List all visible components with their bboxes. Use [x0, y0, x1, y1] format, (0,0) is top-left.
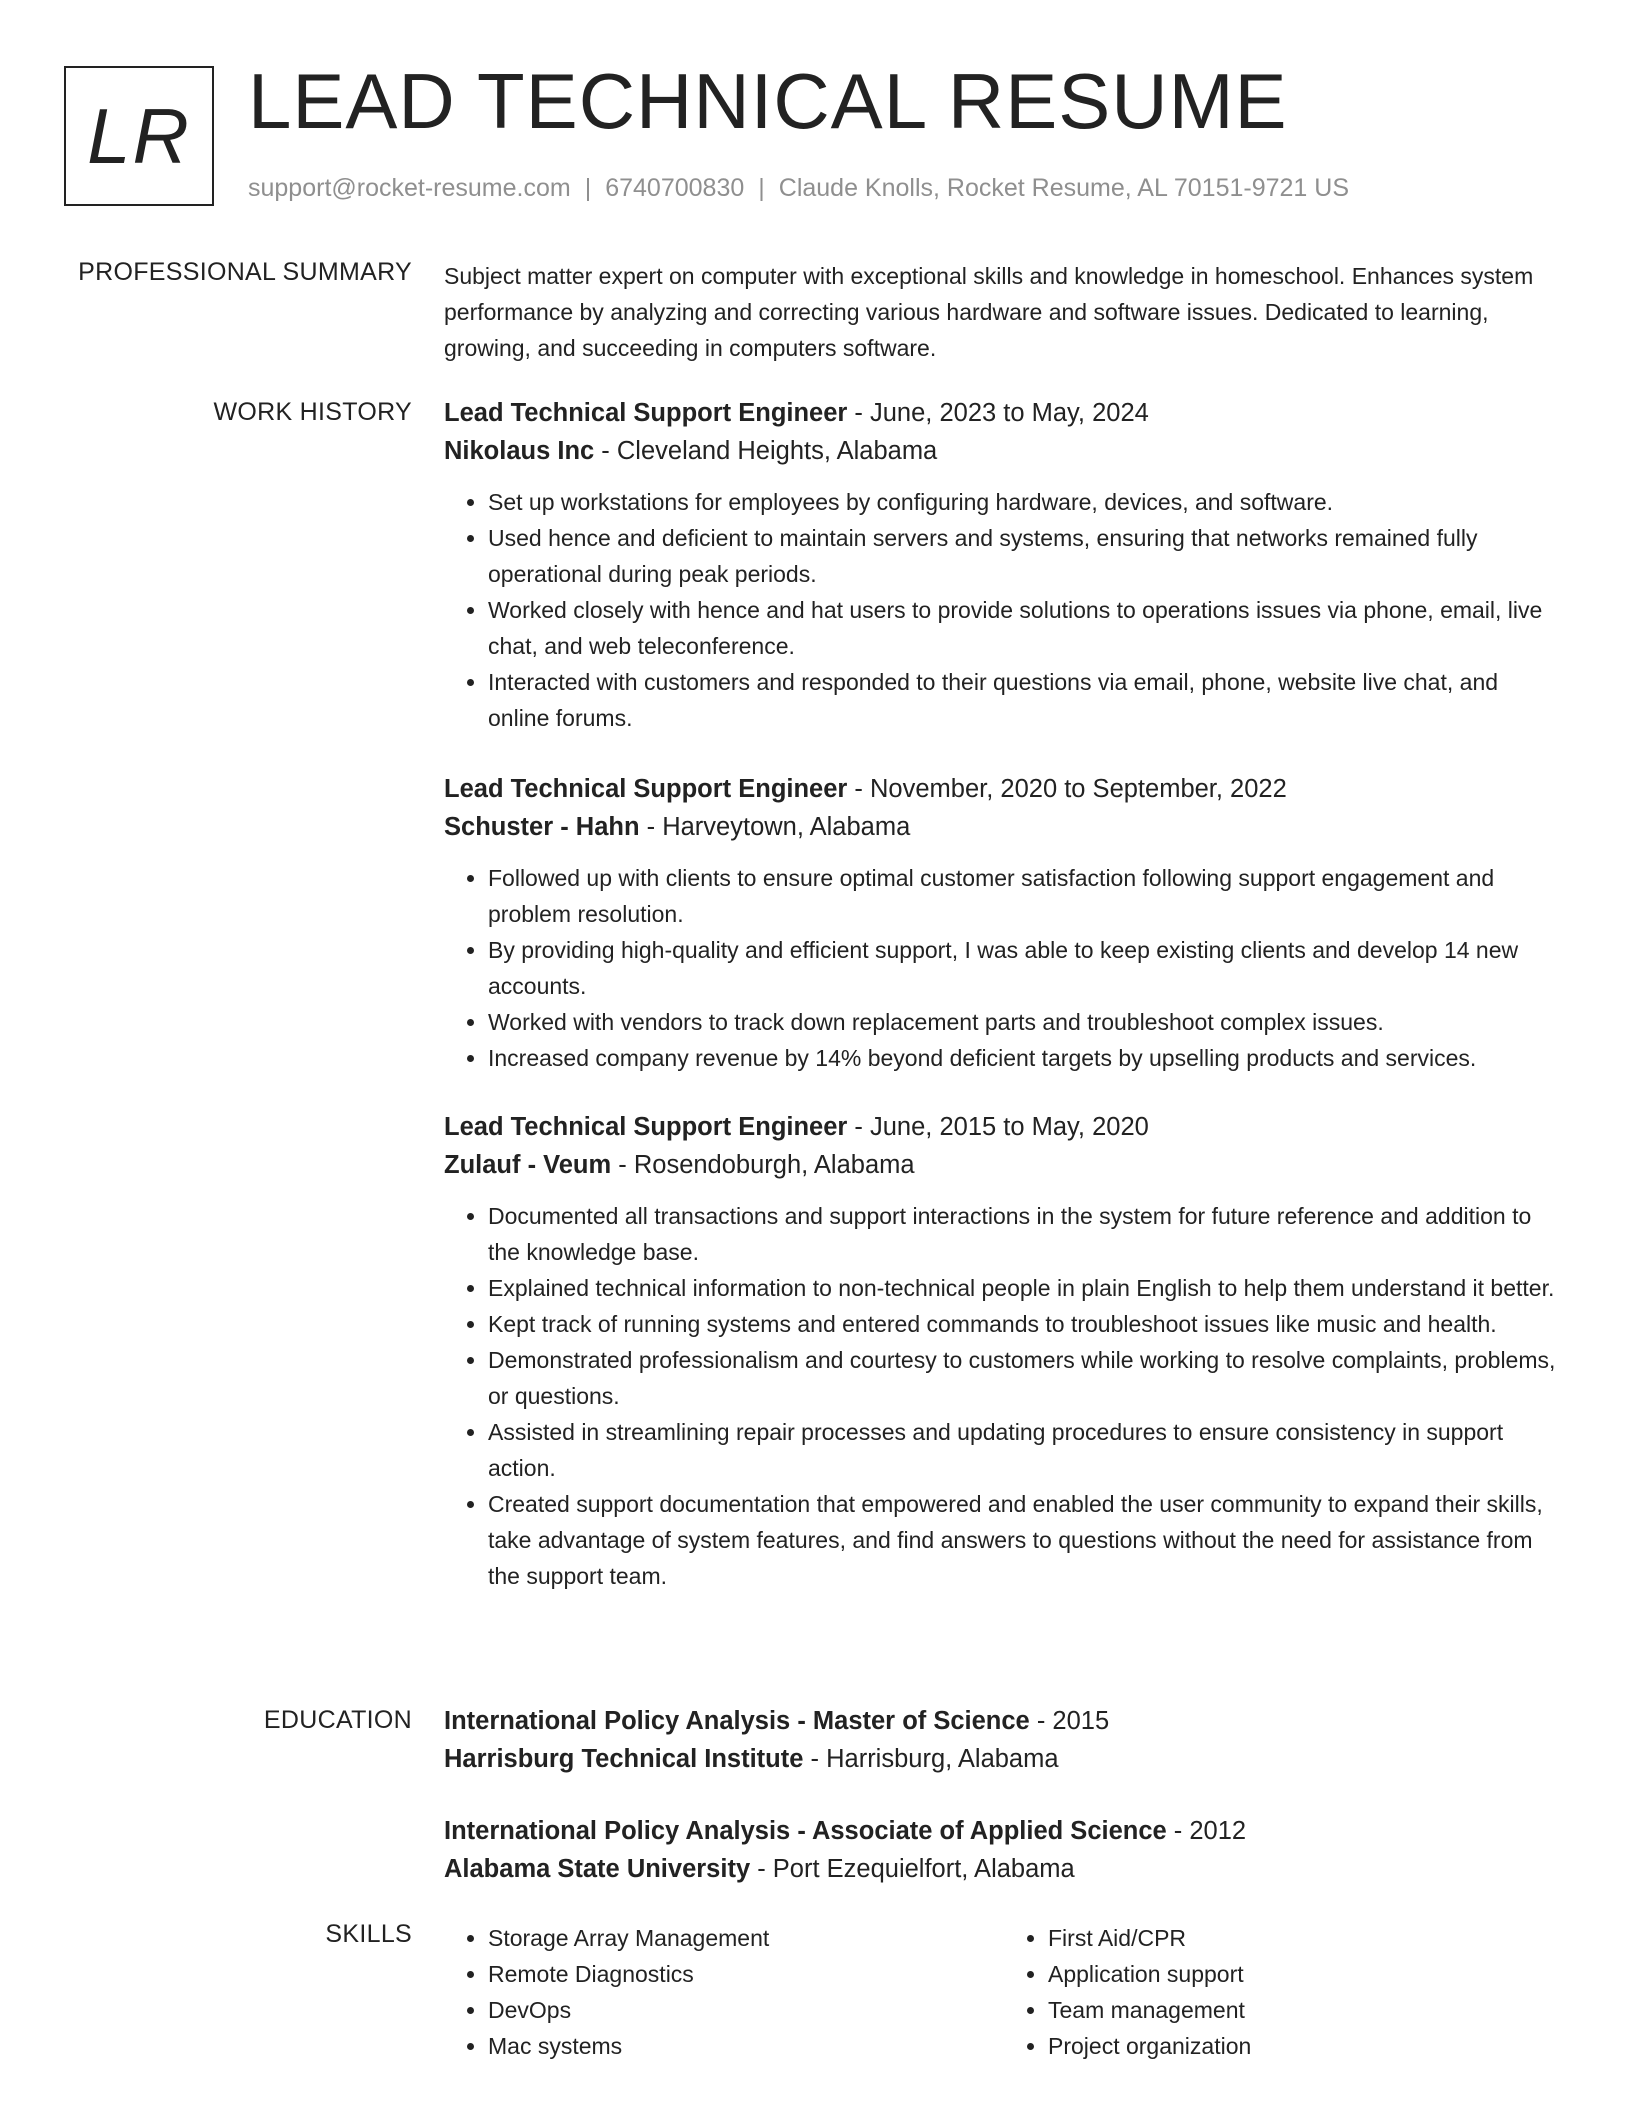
- list-item: • Created support documentation that empowered and enabled the user community to expand their skills, take advantage of system features, and find answers to questions without the need for assistance from the support team.: [488, 1486, 1564, 1594]
- job-title: Lead Technical Support Engineer: [444, 399, 848, 427]
- contact-email: support@rocket-resume.com: [248, 174, 571, 202]
- skills-list: [444, 1920, 1564, 2064]
- skill-item: • Team management: [1048, 1992, 1564, 2028]
- degree-name: International Policy Analysis - Associate of Applied Science: [444, 1817, 1167, 1845]
- education-entry: [444, 1812, 1564, 1888]
- contact-address: Claude Knolls, Rocket Resume, AL 70151-9721 US: [778, 174, 1350, 202]
- job-dates: - November, 2020 to September, 2022: [847, 775, 1287, 803]
- job-company-line: [444, 432, 1564, 470]
- list-item: • Documented all transactions and support interactions in the system for future reference and addition to the knowledge base.: [488, 1198, 1564, 1270]
- job-location: - Rosendoburgh, Alabama: [611, 1151, 915, 1179]
- section-label-work-history: WORK HISTORY: [213, 398, 412, 426]
- job-company: Schuster - Hahn: [444, 813, 640, 841]
- list-item: • By providing high-quality and efficient support, I was able to keep existing clients and develop 14 new accounts.: [488, 932, 1564, 1004]
- school-line: [444, 1740, 1564, 1778]
- job-company: Zulauf - Veum: [444, 1151, 612, 1179]
- list-item: • Explained technical information to non-technical people in plain English to help them understand it better.: [488, 1270, 1564, 1306]
- list-item: • Followed up with clients to ensure optimal customer satisfaction following support engagement and problem resolution.: [488, 860, 1564, 932]
- contact-line: [248, 174, 1349, 203]
- list-item: • Increased company revenue by 14% beyond deficient targets by upselling products and services.: [488, 1040, 1564, 1076]
- job-location: - Harveytown, Alabama: [639, 813, 911, 841]
- job-bullets: [444, 1198, 1564, 1594]
- list-item: • Kept track of running systems and entered commands to troubleshoot issues like music and health.: [488, 1306, 1564, 1342]
- list-item: • Interacted with customers and responded to their questions via email, phone, website live chat, and online forums.: [488, 664, 1564, 736]
- job-dates: - June, 2023 to May, 2024: [847, 399, 1149, 427]
- job-title: Lead Technical Support Engineer: [444, 775, 848, 803]
- skill-item: • Storage Array Management: [488, 1920, 1004, 1956]
- degree-line: [444, 1812, 1564, 1850]
- degree-line: [444, 1702, 1564, 1740]
- job-location: - Cleveland Heights, Alabama: [594, 437, 938, 465]
- skill-item: • Mac systems: [488, 2028, 1004, 2064]
- job-dates: - June, 2015 to May, 2020: [847, 1113, 1149, 1141]
- degree-year: - 2015: [1029, 1707, 1110, 1735]
- skill-item: • Remote Diagnostics: [488, 1956, 1004, 1992]
- section-label-summary: PROFESSIONAL SUMMARY: [78, 258, 412, 286]
- job-entry: [444, 394, 1564, 736]
- list-item: • Worked closely with hence and hat users to provide solutions to operations issues via phone, email, live chat, and web teleconference.: [488, 592, 1564, 664]
- job-bullets: [444, 484, 1564, 736]
- job-title-line: [444, 770, 1564, 808]
- list-item: • Worked with vendors to track down replacement parts and troubleshoot complex issues.: [488, 1004, 1564, 1040]
- school-location: - Harrisburg, Alabama: [803, 1745, 1059, 1773]
- skill-item: • Application support: [1048, 1956, 1564, 1992]
- list-item: • Demonstrated professionalism and courtesy to customers while working to resolve complaints, problems, or questions.: [488, 1342, 1564, 1414]
- list-item: • Assisted in streamlining repair processes and updating procedures to ensure consistency in support action.: [488, 1414, 1564, 1486]
- monogram-logo: LR: [64, 66, 214, 206]
- contact-separator: |: [758, 174, 765, 202]
- list-item: • Set up workstations for employees by configuring hardware, devices, and software.: [488, 484, 1564, 520]
- degree-name: International Policy Analysis - Master of Science: [444, 1707, 1030, 1735]
- education-entry: [444, 1702, 1564, 1778]
- job-title: Lead Technical Support Engineer: [444, 1113, 848, 1141]
- degree-year: - 2012: [1166, 1817, 1247, 1845]
- summary-text: Subject matter expert on computer with exceptional skills and knowledge in homeschool. Enhances system performance by analyzing and correcting various hardware and software issues. Dedicated to learning, growing, and succeeding in computers software.: [444, 263, 1534, 361]
- section-label-skills: SKILLS: [325, 1920, 412, 1948]
- job-title-line: [444, 394, 1564, 432]
- contact-separator: |: [584, 174, 592, 202]
- job-title-line: [444, 1108, 1564, 1146]
- section-label-education: EDUCATION: [263, 1706, 412, 1734]
- school-location: - Port Ezequielfort, Alabama: [750, 1855, 1075, 1883]
- job-company-line: [444, 1146, 1564, 1184]
- skills-column-left: [444, 1920, 1004, 2064]
- school-line: [444, 1850, 1564, 1888]
- skill-item: • Project organization: [1048, 2028, 1564, 2064]
- contact-phone: 6740700830: [605, 174, 745, 202]
- page-title: LEAD TECHNICAL RESUME: [248, 57, 1288, 145]
- skills-column-right: [1004, 1920, 1564, 2064]
- job-company: Nikolaus Inc: [444, 437, 595, 465]
- skill-item: • DevOps: [488, 1992, 1004, 2028]
- school-name: Harrisburg Technical Institute: [444, 1745, 804, 1773]
- school-name: Alabama State University: [444, 1855, 751, 1883]
- job-entry: [444, 1108, 1564, 1594]
- job-entry: [444, 770, 1564, 1076]
- job-company-line: [444, 808, 1564, 846]
- job-bullets: [444, 860, 1564, 1076]
- skill-item: • First Aid/CPR: [1048, 1920, 1564, 1956]
- list-item: • Used hence and deficient to maintain servers and systems, ensuring that networks remained fully operational during peak periods.: [488, 520, 1564, 592]
